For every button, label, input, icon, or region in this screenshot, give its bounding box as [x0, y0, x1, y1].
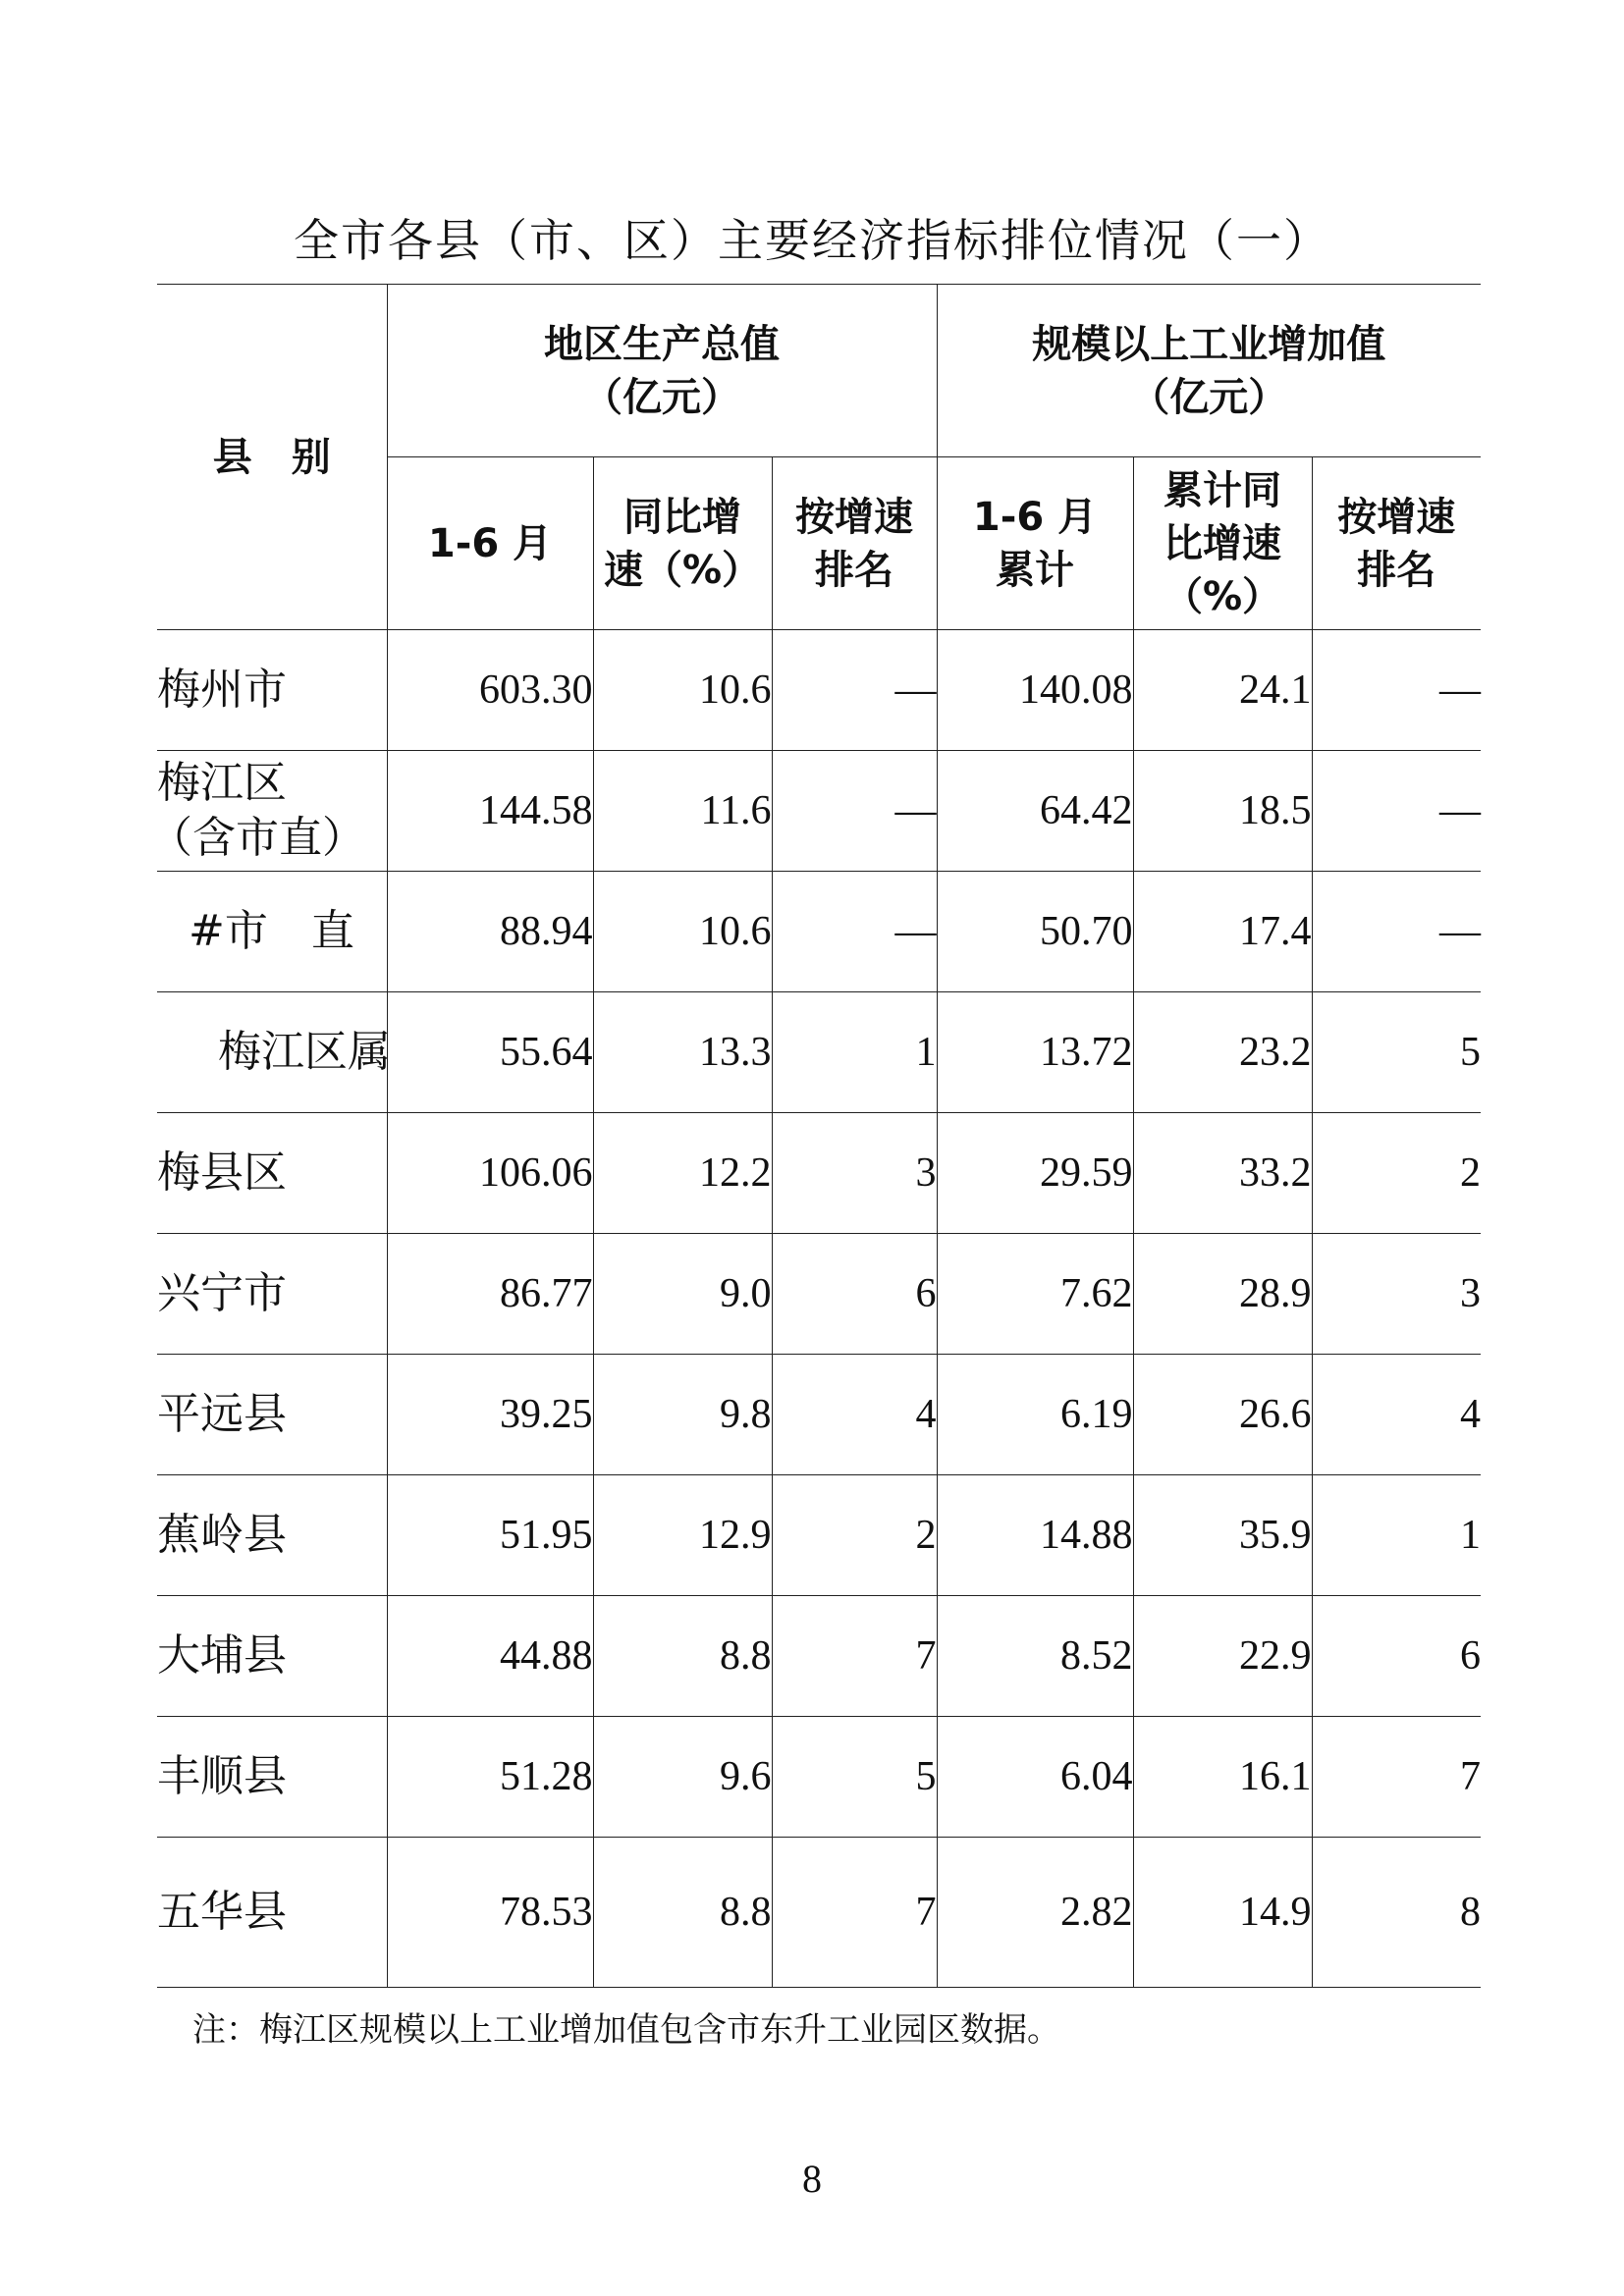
page-title: 全市各县（市、区）主要经济指标排位情况（一）: [294, 214, 1330, 267]
table-row: [157, 1596, 1481, 1717]
region-name: 梅江区属: [157, 992, 387, 1113]
industry-value: 6.19: [937, 1355, 1133, 1475]
gdp-value: 78.53: [387, 1838, 593, 1988]
industry-growth: 22.9: [1133, 1596, 1312, 1717]
region-name: 兴宁市: [157, 1234, 387, 1355]
industry-rank: —: [1312, 751, 1481, 872]
gdp-growth: 10.6: [593, 630, 772, 751]
table-row: [157, 1113, 1481, 1234]
gdp-value: 144.58: [387, 751, 593, 872]
gdp-value: 55.64: [387, 992, 593, 1113]
industry-group-unit: （亿元）: [1130, 374, 1288, 420]
table-footnote: 注：梅江区规模以上工业增加值包含市东升工业园区数据。: [192, 2010, 1060, 2050]
gdp-rank: 6: [772, 1234, 937, 1355]
region-name: 丰顺县: [157, 1717, 387, 1838]
industry-rank: —: [1312, 872, 1481, 992]
gdp-value: 44.88: [387, 1596, 593, 1717]
gdp-growth: 12.2: [593, 1113, 772, 1234]
economic-indicators-table: [149, 284, 1482, 1988]
gdp-rank: 4: [772, 1355, 937, 1475]
industry-value: 64.42: [937, 751, 1133, 872]
industry-rank: 3: [1312, 1234, 1481, 1355]
industry-group-title: 规模以上工业增加值: [1032, 321, 1386, 367]
page-number: 8: [802, 2157, 822, 2201]
industry-growth: 16.1: [1133, 1717, 1312, 1838]
industry-value: 140.08: [937, 630, 1133, 751]
industry-value: 13.72: [937, 992, 1133, 1113]
gdp-growth: 9.0: [593, 1234, 772, 1355]
gdp-growth-header: 同比增 速（%）: [593, 457, 772, 630]
gdp-value: 106.06: [387, 1113, 593, 1234]
gdp-rank: 1: [772, 992, 937, 1113]
gdp-value: 51.95: [387, 1475, 593, 1596]
industry-growth: 18.5: [1133, 751, 1312, 872]
gdp-rank: 2: [772, 1475, 937, 1596]
industry-value: 6.04: [937, 1717, 1133, 1838]
region-name: 梅江区 （含市直）: [157, 751, 387, 872]
industry-value: 7.62: [937, 1234, 1133, 1355]
industry-growth: 17.4: [1133, 872, 1312, 992]
industry-growth-header: 累计同 比增速 （%）: [1133, 457, 1312, 630]
gdp-rank: —: [772, 630, 937, 751]
industry-rank: 5: [1312, 992, 1481, 1113]
table-row: [157, 1475, 1481, 1596]
table-row: [157, 1717, 1481, 1838]
region-name: 蕉岭县: [157, 1475, 387, 1596]
gdp-value: 51.28: [387, 1717, 593, 1838]
gdp-rank: —: [772, 751, 937, 872]
gdp-rank: 7: [772, 1838, 937, 1988]
table-row: [157, 992, 1481, 1113]
gdp-rank: 3: [772, 1113, 937, 1234]
industry-rank: 7: [1312, 1717, 1481, 1838]
gdp-growth: 11.6: [593, 751, 772, 872]
industry-rank: 4: [1312, 1355, 1481, 1475]
region-name: #市 直: [157, 872, 387, 992]
industry-rank: 6: [1312, 1596, 1481, 1717]
table-row: [157, 872, 1481, 992]
gdp-group-unit: （亿元）: [583, 374, 740, 420]
industry-growth: 26.6: [1133, 1355, 1312, 1475]
table-row: [157, 1355, 1481, 1475]
industry-rank-header: 按增速 排名: [1312, 457, 1481, 630]
gdp-growth: 13.3: [593, 992, 772, 1113]
gdp-value: 88.94: [387, 872, 593, 992]
industry-rank: 8: [1312, 1838, 1481, 1988]
gdp-group-header: [387, 285, 937, 457]
industry-value: 14.88: [937, 1475, 1133, 1596]
industry-growth: 14.9: [1133, 1838, 1312, 1988]
industry-growth: 23.2: [1133, 992, 1312, 1113]
gdp-growth: 12.9: [593, 1475, 772, 1596]
industry-growth: 35.9: [1133, 1475, 1312, 1596]
industry-group-header: [937, 285, 1481, 457]
region-name: 大埔县: [157, 1596, 387, 1717]
industry-growth: 33.2: [1133, 1113, 1312, 1234]
table-row: [157, 1234, 1481, 1355]
industry-value: 29.59: [937, 1113, 1133, 1234]
gdp-value: 86.77: [387, 1234, 593, 1355]
industry-rank: 2: [1312, 1113, 1481, 1234]
industry-rank: 1: [1312, 1475, 1481, 1596]
industry-value-header: 1-6 月 累计: [937, 457, 1133, 630]
gdp-value: 39.25: [387, 1355, 593, 1475]
gdp-growth: 10.6: [593, 872, 772, 992]
industry-value: 2.82: [937, 1838, 1133, 1988]
industry-growth: 28.9: [1133, 1234, 1312, 1355]
industry-value: 8.52: [937, 1596, 1133, 1717]
gdp-rank: 7: [772, 1596, 937, 1717]
gdp-group-title: 地区生产总值: [544, 321, 780, 367]
region-name: 五华县: [157, 1838, 387, 1988]
table-row: [157, 751, 1481, 872]
gdp-rank-header: 按增速 排名: [772, 457, 937, 630]
gdp-rank: 5: [772, 1717, 937, 1838]
industry-growth: 24.1: [1133, 630, 1312, 751]
region-name: 梅州市: [157, 630, 387, 751]
gdp-rank: —: [772, 872, 937, 992]
table-row: [157, 630, 1481, 751]
table-row: [157, 1838, 1481, 1988]
gdp-value: 603.30: [387, 630, 593, 751]
industry-value: 50.70: [937, 872, 1133, 992]
region-column-header: 县 别: [157, 285, 387, 630]
gdp-growth: 9.8: [593, 1355, 772, 1475]
gdp-growth: 8.8: [593, 1838, 772, 1988]
region-name: 梅县区: [157, 1113, 387, 1234]
gdp-value-header: 1-6 月: [387, 457, 593, 630]
region-name: 平远县: [157, 1355, 387, 1475]
gdp-growth: 9.6: [593, 1717, 772, 1838]
industry-rank: —: [1312, 630, 1481, 751]
gdp-growth: 8.8: [593, 1596, 772, 1717]
header-row-top: [157, 285, 1481, 457]
